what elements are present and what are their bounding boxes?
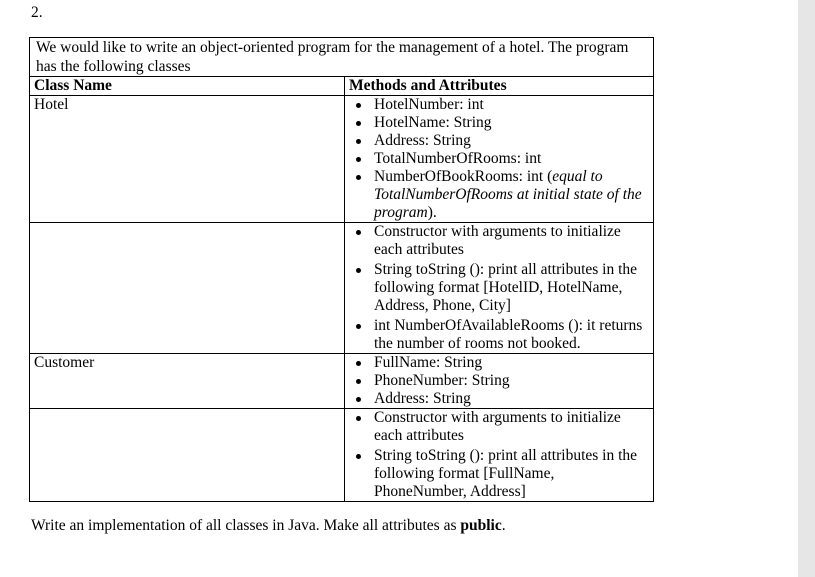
list-item: int NumberOfAvailableRooms (): it returns the number of rooms not booked. (349, 317, 649, 353)
list-item: Constructor with arguments to initialize each attributes (349, 409, 649, 445)
list-item: String toString (): print all attributes in the following format [HotelID, HotelName, Address, Phone, City] (349, 261, 649, 315)
customer-class-name: Customer (30, 354, 345, 409)
hotel-class-name: Hotel (30, 96, 345, 223)
footer-end: . (501, 517, 506, 534)
question-number: 2. (31, 4, 43, 21)
footer-text: Write an implementation of all classes in Java. Make all attributes as (31, 517, 461, 534)
table-row (30, 96, 654, 223)
attr-note: equal to TotalNumberOfRooms at initial state of the program (374, 168, 642, 221)
attr-end: ). (427, 204, 437, 221)
list-item: Address: String (349, 132, 649, 150)
hotel-methods-cell (345, 223, 654, 354)
customer-attributes-cell (345, 354, 654, 409)
intro-row (30, 38, 654, 77)
customer-methods-cell (345, 409, 654, 502)
customer-methods-list (349, 409, 649, 501)
instructions-text (31, 517, 506, 535)
list-item: TotalNumberOfRooms: int (349, 150, 649, 168)
hotel-attributes-list (349, 96, 649, 222)
hotel-attributes-cell (345, 96, 654, 223)
table-row (30, 223, 654, 354)
list-item (349, 168, 649, 222)
list-item: HotelNumber: int (349, 96, 649, 114)
list-item: FullName: String (349, 354, 649, 372)
methods-header: Methods and Attributes (345, 77, 654, 96)
scrollbar[interactable] (798, 0, 815, 577)
footer-bold: public (460, 517, 502, 534)
list-item: Constructor with arguments to initialize each attributes (349, 223, 649, 259)
header-row (30, 77, 654, 96)
attr-text: NumberOfBookRooms: int ( (374, 168, 553, 185)
list-item: PhoneNumber: String (349, 372, 649, 390)
table-row (30, 354, 654, 409)
hotel-methods-list (349, 223, 649, 353)
list-item: HotelName: String (349, 114, 649, 132)
empty-cell (30, 409, 345, 502)
intro-text: We would like to write an object-oriented program for the management of a hotel. The program has the following classes (30, 38, 654, 77)
empty-cell (30, 223, 345, 354)
class-name-header: Class Name (30, 77, 345, 96)
customer-attributes-list (349, 354, 649, 408)
list-item: String toString (): print all attributes in the following format [FullName, PhoneNumber, Address] (349, 447, 649, 501)
class-table (29, 37, 654, 502)
list-item: Address: String (349, 390, 649, 408)
table-row (30, 409, 654, 502)
